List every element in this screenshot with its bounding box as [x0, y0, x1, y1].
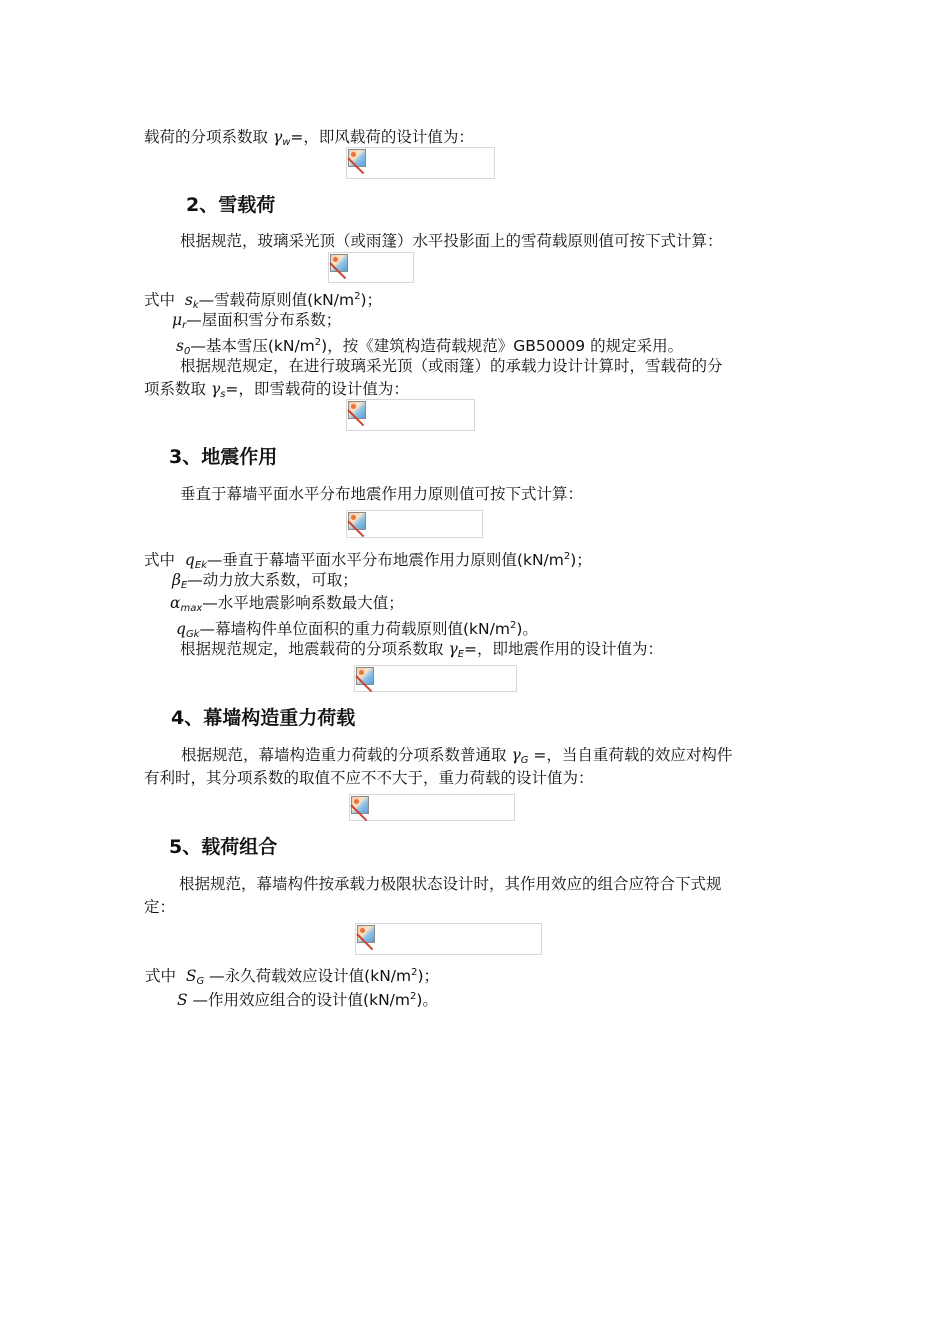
text: )； [417, 967, 440, 985]
subscript: s [220, 389, 226, 400]
section-heading: 4、幕墙构造重力荷载 [171, 707, 356, 729]
text: =，即风载荷的设计值为： [290, 128, 474, 146]
text: 式中 [144, 291, 176, 309]
text: —幕墙构件单位面积的重力荷载原则值(kN/m [199, 620, 510, 638]
gamma-symbol: γ [448, 640, 458, 658]
section-heading: 2、雪载荷 [186, 194, 276, 216]
broken-image-icon [357, 925, 375, 943]
section-heading: 5、载荷组合 [169, 836, 278, 858]
superscript: 2 [314, 337, 322, 348]
text: —雪载荷原则值(kN/m [198, 291, 355, 309]
paragraph: 垂直于幕墙平面水平分布地震作用力原则值可按下式计算： [180, 485, 584, 503]
subscript: Ek [194, 560, 207, 571]
text: 项系数取 [144, 380, 211, 398]
subscript: Gk [185, 629, 200, 640]
broken-image-icon [348, 149, 366, 167]
superscript: 2 [354, 291, 361, 302]
paragraph: 定： [144, 898, 176, 916]
subscript: G [520, 755, 529, 766]
paragraph: 根据规范，玻璃采光顶（或雨篷）水平投影面上的雪荷载原则值可按下式计算： [180, 232, 723, 250]
superscript: 2 [509, 620, 517, 631]
subscript: E [457, 649, 465, 660]
text: 载荷的分项系数取 [144, 128, 273, 146]
superscript: 2 [411, 967, 418, 978]
subscript: max [180, 603, 203, 614]
formula-image [349, 794, 515, 821]
text: )。 [516, 620, 538, 638]
paragraph: 根据规范规定，在进行玻璃采光顶（或雨篷）的承载力设计计算时，雪载荷的分 [180, 357, 723, 375]
formula-image [354, 665, 517, 692]
subscript: k [192, 300, 199, 311]
text: =，即地震作用的设计值为： [464, 640, 664, 658]
symbol: s [184, 291, 193, 309]
superscript: 2 [563, 551, 571, 562]
text: —永久荷载效应设计值(kN/m [204, 967, 412, 985]
text: —动力放大系数，可取； [187, 571, 358, 589]
gamma-symbol: γ [511, 746, 521, 764]
subscript: 0 [183, 346, 191, 357]
broken-image-icon [330, 254, 348, 272]
text: )。 [416, 991, 438, 1009]
subscript: r [182, 320, 187, 331]
text: —作用效应组合的设计值(kN/m [187, 991, 410, 1009]
formula-image [346, 399, 475, 431]
text: —垂直于幕墙平面水平分布地震作用力原则值(kN/m [206, 551, 564, 569]
broken-image-icon [356, 667, 374, 685]
text: 根据规范，幕墙构造重力荷载的分项系数普通取 [181, 746, 512, 764]
symbol: S [185, 967, 197, 985]
paragraph: 有利时，其分项系数的取值不应不不大于，重力荷载的设计值为： [144, 769, 594, 787]
broken-image-icon [348, 401, 366, 419]
symbol: q [176, 620, 186, 638]
text: —水平地震影响系数最大值； [202, 594, 404, 612]
text: —基本雪压(kN/m [190, 337, 315, 355]
gamma-symbol: γ [272, 128, 283, 146]
formula-image [328, 252, 414, 283]
broken-image-icon [351, 796, 369, 814]
symbol: β [172, 571, 181, 589]
text: 根据规范规定，地震载荷的分项系数取 [180, 640, 449, 658]
text: )，按《建筑构造荷载规范》GB50009 的规定采用。 [321, 337, 684, 355]
paragraph: 根据规范，幕墙构件按承载力极限状态设计时，其作用效应的组合应符合下式规 [179, 875, 722, 893]
text: —屋面积雪分布系数； [186, 311, 342, 329]
section-heading: 3、地震作用 [169, 446, 278, 468]
text: 式中 [145, 967, 177, 985]
text: =，即雪载荷的设计值为： [225, 380, 409, 398]
symbol: S [177, 991, 188, 1009]
formula-image [346, 147, 495, 179]
superscript: 2 [410, 991, 417, 1002]
symbol: μ [172, 311, 183, 329]
gamma-symbol: γ [210, 380, 221, 398]
symbol: α [170, 594, 181, 612]
text: )； [570, 551, 592, 569]
text: 式中 [144, 551, 176, 569]
symbol: s [176, 337, 184, 355]
subscript: G [196, 976, 205, 987]
formula-image [355, 923, 542, 955]
paragraph [180, 639, 663, 665]
subscript: w [282, 137, 291, 148]
definition-line [177, 987, 438, 1010]
symbol: q [184, 551, 195, 569]
subscript: E [180, 580, 188, 591]
broken-image-icon [348, 512, 366, 530]
text: )； [360, 291, 383, 309]
text: =，当自重荷载的效应对构件 [528, 746, 733, 764]
formula-image [346, 510, 483, 538]
